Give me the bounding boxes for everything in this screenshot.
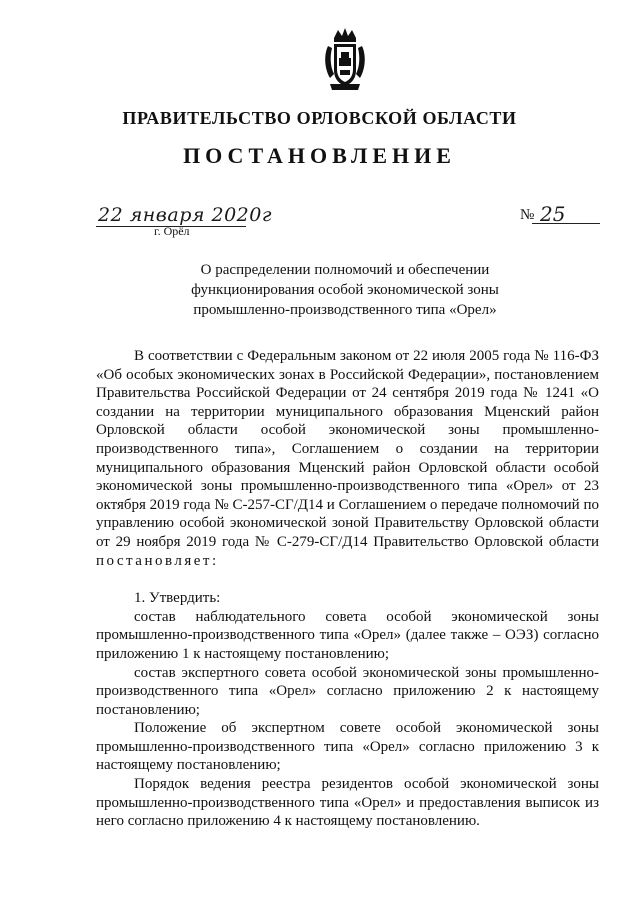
item-heading: 1. Утвердить: (134, 590, 221, 607)
number-label: № (520, 207, 535, 223)
paragraph-gap (96, 570, 599, 589)
list-item: состав экспертного совета особой экономической зоны промышленно-производственного типа «Орел» согласно приложению 2 к настоящему постановлению; (96, 664, 599, 718)
document-type: ПОСТАНОВЛЕНИЕ (183, 143, 456, 168)
preamble-text: В соответствии с Федеральным законом от 22 июля 2005 года № 116-ФЗ «Об особых экономических зонах в Российской Федерации», постановлением Правительства Российской Федерации от 24 сентября 2019 года № 1241 «О создании на территории муниципального образования Мценский район Орловской области особой экономической зоны промышленно-производственного типа», Соглашением о создании на территории муниципального образования Мценский район Орловской области особой экономической зоны промышленно-производственного типа «Орел» от 23 октября 2019 года № С-257-СГ/Д14 и Соглашением о передаче полномочий по управлению особой экономической зоной Правительству Орловской области от 29 ноября 2019 года № С-279-СГ/Д14 Правительство Орловской области (96, 348, 599, 550)
list-item: состав наблюдательного совета особой экономической зоны промышленно-производственного типа «Орел» (далее также – ОЭЗ) согласно приложению 1 к настоящему постановлению; (96, 608, 599, 662)
document-title (130, 260, 560, 320)
preamble-paragraph (96, 347, 599, 570)
coat-of-arms-icon (322, 28, 368, 92)
list-item: Положение об экспертном совете особой экономической зоны промышленно-производственного типа «Орел» согласно приложению 3 к настоящему постановлению; (96, 720, 599, 774)
title-line: функционирования особой экономической зоны (191, 282, 499, 298)
document-city: г. Орёл (154, 224, 190, 238)
document-body (96, 347, 599, 831)
title-line: О распределении полномочий и обеспечении (200, 262, 490, 278)
decision-word: постановляет: (96, 552, 219, 569)
list-item: Порядок ведения реестра резидентов особой экономической зоны промышленно-производственного типа «Орел» и предоставления выписок из него согласно приложению 4 к настоящему постановлению. (96, 776, 599, 830)
title-line: промышленно-производственного типа «Орел» (193, 302, 497, 318)
document-number: 25 (540, 202, 566, 226)
government-name: ПРАВИТЕЛЬСТВО ОРЛОВСКОЙ ОБЛАСТИ (122, 108, 517, 128)
document-date: 22 января 2020г (98, 204, 272, 226)
number-underline (532, 223, 600, 224)
